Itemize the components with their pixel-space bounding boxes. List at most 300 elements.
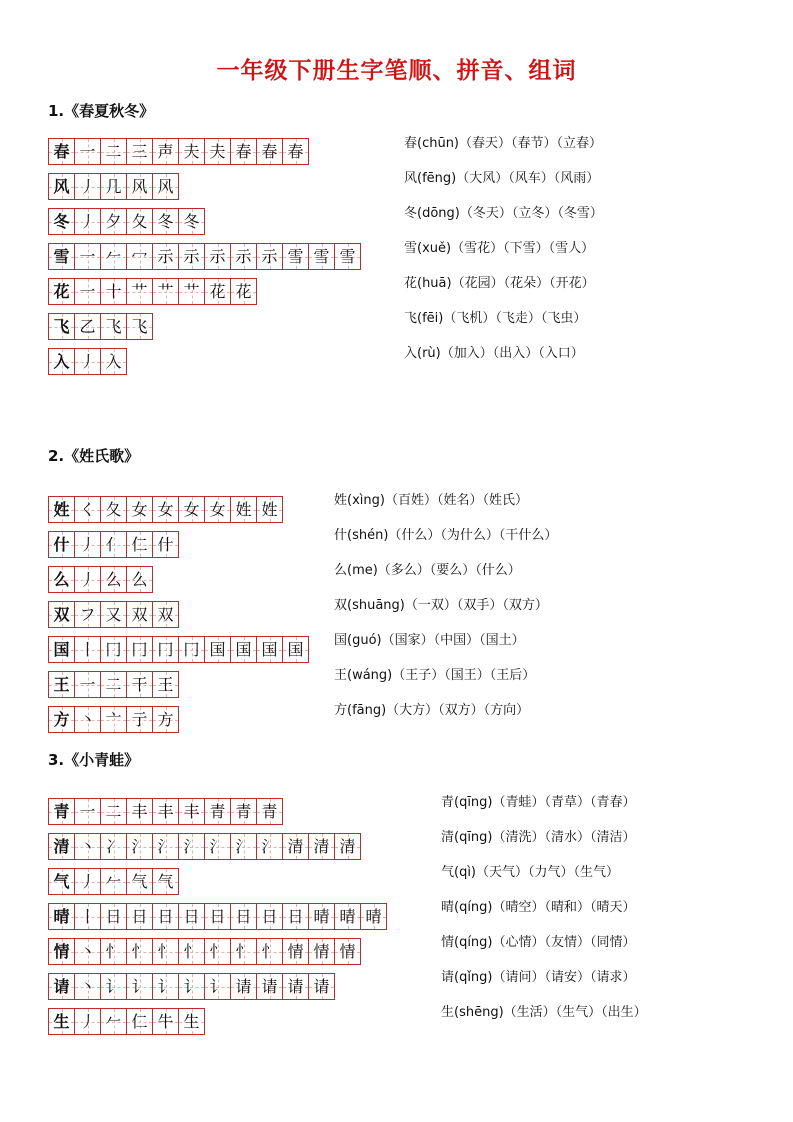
stroke-cell xyxy=(230,903,257,930)
stroke-cell xyxy=(178,243,205,270)
stroke-glyph: 王 xyxy=(157,674,174,694)
stroke-glyph: 风 xyxy=(53,176,70,196)
stroke-cell xyxy=(282,243,309,270)
stroke-cell xyxy=(152,531,179,558)
stroke-glyph: 风 xyxy=(157,176,174,196)
stroke-cell xyxy=(126,566,153,593)
stroke-glyph: 情 xyxy=(313,941,330,961)
stroke-cell xyxy=(152,243,179,270)
stroke-glyph: 么 xyxy=(53,569,70,589)
stroke-cell xyxy=(308,243,335,270)
stroke-glyph: 讠 xyxy=(105,976,122,996)
stroke-cell xyxy=(152,278,179,305)
stroke-glyph: 日 xyxy=(261,906,278,926)
stroke-row xyxy=(48,531,308,558)
stroke-cell xyxy=(178,138,205,165)
word-line: 么(me)（多么）（要么）（什么） xyxy=(334,563,521,578)
stroke-cell xyxy=(360,903,387,930)
stroke-cell xyxy=(126,973,153,1000)
stroke-glyph: 冬 xyxy=(183,211,200,231)
stroke-glyph: 丿 xyxy=(79,871,96,891)
stroke-glyph: 清 xyxy=(313,836,330,856)
stroke-cell xyxy=(100,903,127,930)
stroke-cell xyxy=(152,671,179,698)
stroke-cell xyxy=(256,243,283,270)
stroke-glyph: 日 xyxy=(183,906,200,926)
stroke-glyph: 清 xyxy=(53,836,70,856)
stroke-cell xyxy=(74,903,101,930)
stroke-glyph: 冂 xyxy=(105,639,122,659)
stroke-cell xyxy=(178,1008,205,1035)
stroke-glyph: 飞 xyxy=(131,316,148,336)
stroke-glyph: 艹 xyxy=(183,281,200,301)
stroke-glyph: 忄 xyxy=(157,941,174,961)
section-heading-1: 1.《春夏秋冬》 xyxy=(48,102,155,120)
character-cell xyxy=(48,348,75,375)
section-heading-3: 3.《小青蛙》 xyxy=(48,751,140,769)
stroke-glyph: 忄 xyxy=(183,941,200,961)
stroke-cell xyxy=(334,903,361,930)
stroke-glyph: 请 xyxy=(261,976,278,996)
stroke-glyph: 讠 xyxy=(157,976,174,996)
stroke-cell xyxy=(178,973,205,1000)
stroke-glyph: 花 xyxy=(209,281,226,301)
stroke-cell xyxy=(152,496,179,523)
stroke-cell xyxy=(230,938,257,965)
character-cell xyxy=(48,706,75,733)
stroke-cell xyxy=(100,173,127,200)
word-line: 什(shén)（什么）（为什么）（干什么） xyxy=(334,528,558,543)
stroke-row xyxy=(48,903,386,930)
stroke-cell xyxy=(74,706,101,733)
word-line: 清(qīng)（清洗）（清水）（清洁） xyxy=(441,830,636,845)
stroke-glyph: 日 xyxy=(209,906,226,926)
stroke-glyph: 日 xyxy=(157,906,174,926)
stroke-glyph: 春 xyxy=(261,141,278,161)
stroke-glyph: 艹 xyxy=(157,281,174,301)
stroke-cell xyxy=(256,798,283,825)
stroke-cell xyxy=(74,496,101,523)
stroke-cell xyxy=(204,496,231,523)
character-cell xyxy=(48,173,75,200)
stroke-cell xyxy=(334,243,361,270)
stroke-glyph: 二 xyxy=(105,801,122,821)
stroke-glyph: 几 xyxy=(105,176,122,196)
stroke-cell xyxy=(126,138,153,165)
stroke-glyph: 冂 xyxy=(131,639,148,659)
stroke-cell xyxy=(100,973,127,1000)
word-line: 风(fēng)（大风）（风车）（风雨） xyxy=(404,171,600,186)
stroke-cell xyxy=(178,636,205,663)
stroke-glyph: 冖 xyxy=(131,246,148,266)
stroke-glyph: 请 xyxy=(235,976,252,996)
stroke-cell xyxy=(152,1008,179,1035)
stroke-cell xyxy=(282,903,309,930)
stroke-glyph: 亠 xyxy=(105,709,122,729)
stroke-cell xyxy=(100,496,127,523)
stroke-cell xyxy=(74,798,101,825)
stroke-glyph: 么 xyxy=(105,569,122,589)
stroke-glyph: 乙 xyxy=(79,316,96,336)
stroke-glyph: 情 xyxy=(287,941,304,961)
stroke-cell xyxy=(100,531,127,558)
stroke-glyph: 𠂉 xyxy=(105,246,122,266)
stroke-glyph: 氵 xyxy=(131,836,148,856)
stroke-cell xyxy=(74,531,101,558)
word-list-2 xyxy=(334,487,557,732)
stroke-glyph: 艹 xyxy=(131,281,148,301)
word-line: 春(chūn)（春天）（春节）（立春） xyxy=(404,136,603,151)
stroke-glyph: 国 xyxy=(287,639,304,659)
stroke-glyph: 丶 xyxy=(79,836,96,856)
stroke-glyph: 亍 xyxy=(131,709,148,729)
stroke-cell xyxy=(152,138,179,165)
word-line: 气(qì)（天气）（力气）（生气） xyxy=(441,865,620,880)
stroke-cell xyxy=(152,938,179,965)
stroke-row xyxy=(48,278,360,305)
stroke-glyph: 忄 xyxy=(261,941,278,961)
stroke-grid-2 xyxy=(48,496,308,741)
stroke-grid-1 xyxy=(48,138,360,383)
stroke-cell xyxy=(126,601,153,628)
stroke-cell xyxy=(152,636,179,663)
stroke-cell xyxy=(126,278,153,305)
stroke-cell xyxy=(126,173,153,200)
stroke-cell xyxy=(204,973,231,1000)
stroke-cell xyxy=(282,636,309,663)
word-line: 王(wáng)（王子）（国王）（王后） xyxy=(334,668,536,683)
stroke-cell xyxy=(100,798,127,825)
stroke-glyph: 生 xyxy=(183,1011,200,1031)
character-cell xyxy=(48,566,75,593)
stroke-row xyxy=(48,313,360,340)
word-line: 飞(fēi)（飞机）（飞走）（飞虫） xyxy=(404,311,587,326)
stroke-glyph: 青 xyxy=(53,801,70,821)
stroke-cell xyxy=(100,706,127,733)
character-cell xyxy=(48,636,75,663)
stroke-row xyxy=(48,208,360,235)
stroke-cell xyxy=(230,496,257,523)
character-cell xyxy=(48,208,75,235)
stroke-glyph: 一 xyxy=(79,801,96,821)
stroke-cell xyxy=(308,938,335,965)
stroke-cell xyxy=(178,496,205,523)
stroke-glyph: 情 xyxy=(53,941,70,961)
stroke-glyph: 氵 xyxy=(209,836,226,856)
stroke-row xyxy=(48,1008,386,1035)
stroke-cell xyxy=(74,173,101,200)
stroke-cell xyxy=(100,833,127,860)
section-heading-2: 2.《姓氏歌》 xyxy=(48,447,140,465)
stroke-glyph: 仁 xyxy=(131,1011,148,1031)
stroke-glyph: 夫 xyxy=(183,141,200,161)
stroke-cell xyxy=(282,833,309,860)
stroke-cell xyxy=(100,243,127,270)
stroke-glyph: 国 xyxy=(261,639,278,659)
stroke-cell xyxy=(74,636,101,663)
character-cell xyxy=(48,938,75,965)
stroke-cell xyxy=(126,798,153,825)
stroke-glyph: 双 xyxy=(53,604,70,624)
character-cell xyxy=(48,798,75,825)
stroke-glyph: 冬 xyxy=(157,211,174,231)
stroke-cell xyxy=(152,173,179,200)
stroke-cell xyxy=(256,138,283,165)
stroke-glyph: 丶 xyxy=(79,709,96,729)
word-list-1 xyxy=(404,130,603,375)
stroke-row xyxy=(48,938,386,965)
word-line: 请(qǐng)（请问）（请安）（请求） xyxy=(441,970,636,985)
stroke-cell xyxy=(178,903,205,930)
stroke-cell xyxy=(230,243,257,270)
stroke-cell xyxy=(126,706,153,733)
stroke-glyph: 示 xyxy=(183,246,200,266)
stroke-cell xyxy=(100,208,127,235)
stroke-glyph: 丶 xyxy=(79,976,96,996)
stroke-glyph: 忄 xyxy=(131,941,148,961)
stroke-glyph: 冂 xyxy=(157,639,174,659)
stroke-cell xyxy=(126,671,153,698)
stroke-row xyxy=(48,601,308,628)
stroke-cell xyxy=(204,636,231,663)
stroke-cell xyxy=(308,973,335,1000)
stroke-glyph: く xyxy=(79,499,96,519)
stroke-cell xyxy=(100,138,127,165)
stroke-glyph: 什 xyxy=(157,534,174,554)
stroke-glyph: 忄 xyxy=(105,941,122,961)
stroke-cell xyxy=(204,243,231,270)
word-line: 雪(xuě)（雪花）（下雪）（雪人） xyxy=(404,241,595,256)
stroke-glyph: 氵 xyxy=(235,836,252,856)
stroke-cell xyxy=(256,636,283,663)
stroke-glyph: 示 xyxy=(209,246,226,266)
character-cell xyxy=(48,903,75,930)
stroke-cell xyxy=(126,1008,153,1035)
stroke-row xyxy=(48,173,360,200)
stroke-glyph: 春 xyxy=(235,141,252,161)
stroke-glyph: 日 xyxy=(235,906,252,926)
stroke-cell xyxy=(282,973,309,1000)
stroke-glyph: 忄 xyxy=(209,941,226,961)
stroke-cell xyxy=(152,833,179,860)
stroke-glyph: 丰 xyxy=(131,801,148,821)
stroke-cell xyxy=(204,278,231,305)
stroke-cell xyxy=(230,833,257,860)
stroke-glyph: 女 xyxy=(131,499,148,519)
stroke-glyph: 女 xyxy=(209,499,226,519)
stroke-cell xyxy=(74,348,101,375)
stroke-glyph: 青 xyxy=(209,801,226,821)
stroke-glyph: 姓 xyxy=(235,499,252,519)
stroke-cell xyxy=(152,706,179,733)
character-cell xyxy=(48,138,75,165)
stroke-cell xyxy=(100,1008,127,1035)
stroke-glyph: 丿 xyxy=(79,176,96,196)
stroke-cell xyxy=(74,601,101,628)
stroke-cell xyxy=(74,138,101,165)
stroke-glyph: 冬 xyxy=(53,211,70,231)
stroke-cell xyxy=(178,208,205,235)
stroke-cell xyxy=(178,278,205,305)
stroke-cell xyxy=(126,868,153,895)
word-line: 方(fāng)（大方）（双方）（方向） xyxy=(334,703,530,718)
stroke-cell xyxy=(100,278,127,305)
stroke-glyph: 丿 xyxy=(79,569,96,589)
stroke-glyph: 花 xyxy=(235,281,252,301)
stroke-glyph: 讠 xyxy=(131,976,148,996)
stroke-glyph: 请 xyxy=(287,976,304,996)
word-line: 花(huā)（花园）（花朵）（开花） xyxy=(404,276,595,291)
stroke-grid-3 xyxy=(48,798,386,1043)
stroke-cell xyxy=(100,348,127,375)
stroke-cell xyxy=(126,833,153,860)
stroke-glyph: 夕 xyxy=(105,211,122,231)
character-cell xyxy=(48,973,75,1000)
stroke-glyph: 十 xyxy=(105,281,122,301)
stroke-glyph: 飞 xyxy=(105,316,122,336)
stroke-cell xyxy=(256,496,283,523)
stroke-glyph: 二 xyxy=(105,141,122,161)
stroke-glyph: 夂 xyxy=(131,211,148,231)
word-line: 冬(dōng)（冬天）（立冬）（冬雪） xyxy=(404,206,603,221)
page-title: 一年级下册生字笔顺、拼音、组词 xyxy=(216,58,577,84)
stroke-cell xyxy=(282,138,309,165)
word-line: 国(guó)（国家）（中国）（国土） xyxy=(334,633,525,648)
stroke-glyph: 冂 xyxy=(183,639,200,659)
character-cell xyxy=(48,868,75,895)
stroke-glyph: 晴 xyxy=(365,906,382,926)
stroke-glyph: 气 xyxy=(157,871,174,891)
stroke-cell xyxy=(100,636,127,663)
stroke-row xyxy=(48,868,386,895)
stroke-glyph: 日 xyxy=(287,906,304,926)
stroke-glyph: 方 xyxy=(53,709,70,729)
stroke-cell xyxy=(230,798,257,825)
stroke-glyph: 女 xyxy=(183,499,200,519)
stroke-glyph: 请 xyxy=(53,976,70,996)
stroke-row xyxy=(48,243,360,270)
stroke-glyph: 𠂉 xyxy=(105,871,122,891)
stroke-glyph: 么 xyxy=(131,569,148,589)
stroke-glyph: 三 xyxy=(131,141,148,161)
stroke-cell xyxy=(100,601,127,628)
character-cell xyxy=(48,531,75,558)
stroke-cell xyxy=(204,833,231,860)
stroke-glyph: 牛 xyxy=(157,1011,174,1031)
stroke-cell xyxy=(74,278,101,305)
word-line: 晴(qíng)（晴空）（晴和）（晴天） xyxy=(441,900,636,915)
stroke-glyph: 亻 xyxy=(105,534,122,554)
stroke-glyph: 丿 xyxy=(79,211,96,231)
stroke-row xyxy=(48,798,386,825)
stroke-cell xyxy=(152,903,179,930)
stroke-cell xyxy=(126,313,153,340)
character-cell xyxy=(48,601,75,628)
stroke-glyph: 一 xyxy=(79,281,96,301)
stroke-glyph: 一 xyxy=(79,246,96,266)
stroke-glyph: 丨 xyxy=(79,906,96,926)
stroke-glyph: 青 xyxy=(261,801,278,821)
stroke-glyph: 请 xyxy=(313,976,330,996)
stroke-glyph: 雪 xyxy=(53,246,70,266)
stroke-glyph: 忄 xyxy=(235,941,252,961)
stroke-cell xyxy=(204,903,231,930)
stroke-glyph: 女 xyxy=(157,499,174,519)
stroke-glyph: 晴 xyxy=(313,906,330,926)
stroke-cell xyxy=(152,798,179,825)
stroke-glyph: 一 xyxy=(79,141,96,161)
stroke-cell xyxy=(126,903,153,930)
stroke-glyph: 氵 xyxy=(157,836,174,856)
stroke-glyph: 又 xyxy=(105,604,122,624)
stroke-glyph: 示 xyxy=(235,246,252,266)
stroke-glyph: 仁 xyxy=(131,534,148,554)
stroke-glyph: 氵 xyxy=(261,836,278,856)
stroke-row xyxy=(48,496,308,523)
stroke-glyph: 飞 xyxy=(53,316,70,336)
stroke-cell xyxy=(74,566,101,593)
stroke-cell xyxy=(100,313,127,340)
stroke-row xyxy=(48,671,308,698)
stroke-cell xyxy=(74,671,101,698)
stroke-row xyxy=(48,566,308,593)
stroke-glyph: 清 xyxy=(287,836,304,856)
character-cell xyxy=(48,278,75,305)
stroke-glyph: 国 xyxy=(235,639,252,659)
stroke-glyph: 生 xyxy=(53,1011,70,1031)
stroke-cell xyxy=(256,903,283,930)
stroke-cell xyxy=(74,868,101,895)
stroke-cell xyxy=(152,208,179,235)
stroke-cell xyxy=(204,798,231,825)
character-cell xyxy=(48,833,75,860)
word-list-3 xyxy=(441,789,647,1034)
stroke-cell xyxy=(74,973,101,1000)
character-cell xyxy=(48,496,75,523)
stroke-cell xyxy=(126,938,153,965)
stroke-glyph: 二 xyxy=(105,674,122,694)
stroke-cell xyxy=(178,833,205,860)
word-line: 生(shēng)（生活）（生气）（出生） xyxy=(441,1005,647,1020)
stroke-cell xyxy=(256,973,283,1000)
stroke-cell xyxy=(230,973,257,1000)
stroke-cell xyxy=(308,903,335,930)
stroke-glyph: 氵 xyxy=(183,836,200,856)
stroke-glyph: 丰 xyxy=(183,801,200,821)
stroke-cell xyxy=(126,208,153,235)
stroke-cell xyxy=(230,636,257,663)
stroke-glyph: 春 xyxy=(287,141,304,161)
stroke-glyph: 方 xyxy=(157,709,174,729)
stroke-cell xyxy=(178,798,205,825)
stroke-glyph: 丿 xyxy=(79,351,96,371)
stroke-cell xyxy=(100,938,127,965)
stroke-glyph: 春 xyxy=(53,141,70,161)
stroke-cell xyxy=(230,138,257,165)
stroke-glyph: 丨 xyxy=(79,639,96,659)
character-cell xyxy=(48,313,75,340)
stroke-glyph: 雪 xyxy=(339,246,356,266)
stroke-cell xyxy=(334,938,361,965)
stroke-glyph: 日 xyxy=(105,906,122,926)
stroke-glyph: 气 xyxy=(131,871,148,891)
stroke-cell xyxy=(126,636,153,663)
word-line: 情(qíng)（心情）（友情）（同情） xyxy=(441,935,636,950)
stroke-glyph: 丰 xyxy=(157,801,174,821)
stroke-glyph: 一 xyxy=(79,674,96,694)
stroke-cell xyxy=(334,833,361,860)
stroke-glyph: 示 xyxy=(261,246,278,266)
